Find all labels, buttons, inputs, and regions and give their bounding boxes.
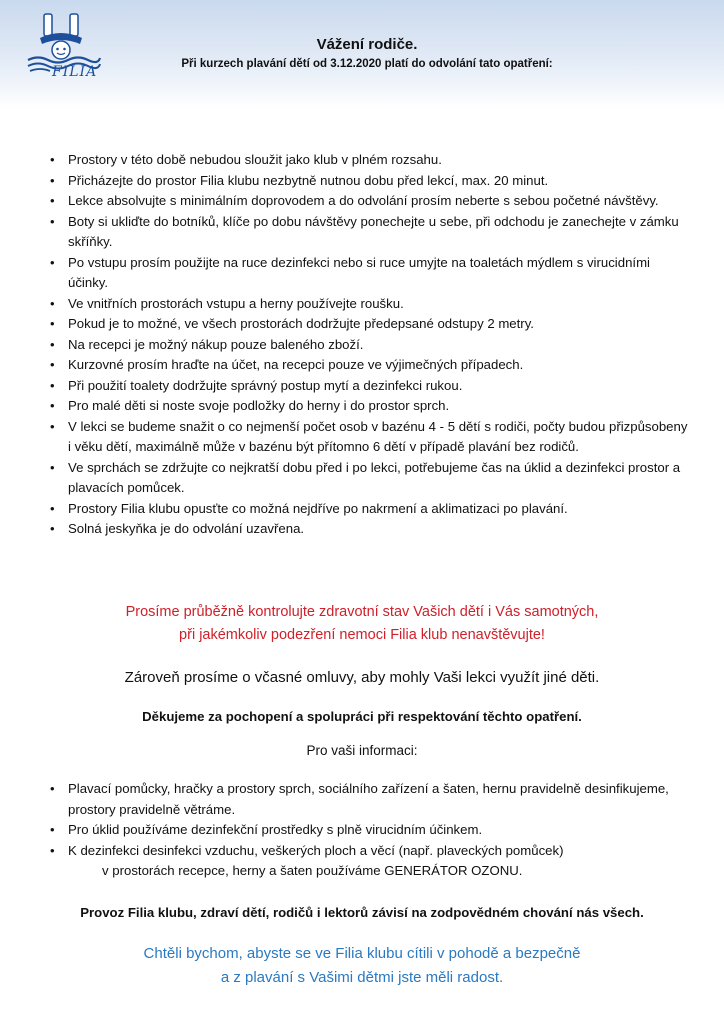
rule-item: • Při použití toalety dodržujte správný postup mytí a dezinfekci rukou. <box>50 376 690 397</box>
rule-item: • Prostory v této době nebudou sloužit jako klub v plném rozsahu. <box>50 150 690 171</box>
page-subtitle: Při kurzech plavání dětí od 3.12.2020 platí do odvolání tato opatření: <box>181 58 553 70</box>
rule-item: • Ve sprchách se zdržujte co nejkratší dobu před i po lekci, potřebujeme čas na úklid a dezinfekci prostor a plavacích pomůcek. <box>50 458 690 499</box>
rule-item: • Pokud je to možné, ve všech prostorách dodržujte předepsané odstupy 2 metry. <box>50 314 690 335</box>
rule-item: • Po vstupu prosím použijte na ruce dezinfekci nebo si ruce umyjte na toaletách mýdlem s virucidními účinky. <box>50 253 690 294</box>
rule-item: • Pro malé děti si noste svoje podložky do herny i do prostor sprch. <box>50 396 690 417</box>
rule-item: • Prostory Filia klubu opusťte co možná nejdříve po nakrmení a aklimatizaci po plavání. <box>50 499 690 520</box>
rule-item: • Ve vnitřních prostorách vstupu a herny používejte roušku. <box>50 294 690 315</box>
info-item: • Pro úklid používáme dezinfekční prostředky s plně virucidním účinkem. <box>50 820 690 841</box>
info-ozone-line-1: K dezinfekci desinfekci vzduchu, veškerých ploch a věcí (např. plaveckých pomůcek) <box>68 842 564 858</box>
info-heading: Pro vaši informaci: <box>306 743 418 758</box>
rule-item: • Boty si ukliďte do botníků, klíče po dobu návštěvy ponechejte u sebe, při odchodu je zanechejte v zámku skříňky. <box>50 212 690 253</box>
logo-text: FILIA <box>52 64 98 80</box>
early-cancel-note: Zároveň prosíme o včasné omluvy, aby mohly Vaši lekci využít jiné děti. <box>124 669 600 686</box>
info-ozone-line-2: v prostorách recepce, herny a šaten používáme GENERÁTOR OZONU. <box>102 863 523 878</box>
rule-item: • Kurzovné prosím hraďte na účet, na recepci pouze ve výjimečných případech. <box>50 355 690 376</box>
info-item <box>50 841 690 882</box>
health-warning-line-2: při jakémkoliv podezření nemoci Filia klub nenavštěvujte! <box>179 627 545 643</box>
health-warning-line-1: Prosíme průběžně kontrolujte zdravotní stav Vašich dětí i Vás samotných, <box>125 604 599 620</box>
closing-line-2: a z plavání s Vašimi dětmi jste měli radost. <box>220 969 504 986</box>
rule-item: • Lekce absolvujte s minimálním doprovodem a do odvolání prosím neberte s sebou početné návštěvy. <box>50 191 690 212</box>
thanks-note: Děkujeme za pochopení a spolupráci při respektování těchto opatření. <box>142 709 582 724</box>
info-list <box>50 779 690 882</box>
rules-list <box>50 150 690 540</box>
info-item: • Plavací pomůcky, hračky a prostory sprch, sociálního zařízení a šaten, hernu pravidelně desinfikujeme, prostory pravidelně větráme. <box>50 779 690 820</box>
page-title: Vážení rodiče. <box>316 36 418 53</box>
header-band <box>0 0 724 110</box>
rule-item: • Na recepci je možný nákup pouze baleného zboží. <box>50 335 690 356</box>
rule-item: • V lekci se budeme snažit o co nejmenší počet osob v bazénu 4 - 5 dětí s rodiči, počty budou přizpůsobeny i věku dětí, maximálně může v bazénu být přítomno 6 dětí v případě plavání bez rodičů. <box>50 417 690 458</box>
responsibility-note: Provoz Filia klubu, zdraví dětí, rodičů i lektorů závisí na zodpovědném chování nás všech. <box>80 905 644 920</box>
rule-item: • Přicházejte do prostor Filia klubu nezbytně nutnou dobu před lekcí, max. 20 minut. <box>50 171 690 192</box>
rule-item: • Solná jeskyňka je do odvolání uzavřena. <box>50 519 690 540</box>
closing-line-1: Chtěli bychom, abyste se ve Filia klubu cítili v pohodě a bezpečně <box>143 945 581 962</box>
